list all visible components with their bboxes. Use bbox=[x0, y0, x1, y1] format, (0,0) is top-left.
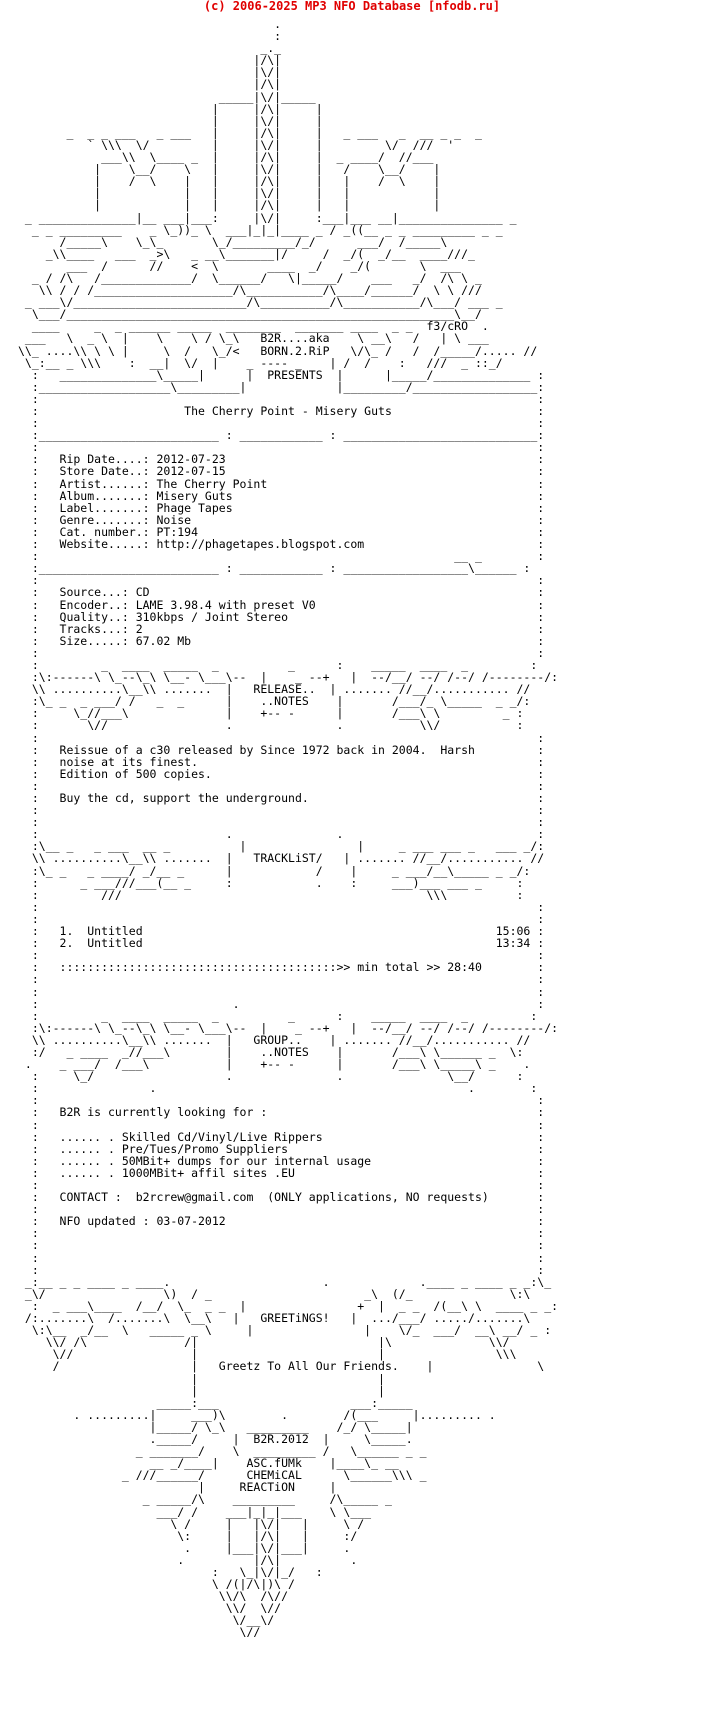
copyright-header: (c) 2006-2025 MP3 NFO Database [nfodb.ru] bbox=[203, 0, 501, 13]
nfo-ascii-text: . : _._ |/\| |\/| |/\| _____|\/|_____ | |/\| | | |\/| | _ _ _ ___ _ ___ | |/\| | _ ___ _ __ _ _ _ ` \\\ \/ | |\/| | \/ /// ' ___\\ \____ _ | |/\| | _ ____/ //___ | \__/ \ | |\/| | / \__/ | | / \ | | |/\| | | / \ | | | | |\/| | | | | | | |/\| | | | _ ______________|__ ___|___: |\/| :___|___ __|_______________ _ _ _ _________ _ \_))_ \ ___|_|_|____ _ / _((__ _ _ _________ _ _ /_____\ \_\_ \_/_________/_/ ___/ /_____\ _\\____ ___ _>\ _ __\_______|/ / _/( _/__ ____///_ ___ / // < \ ____ _/ _/( \ ___ _ / /\ /_____________/ \______/ \|_____/ ___ _/ /\ \ _ \\ / / /____________________/\___________/\____/______/ \ \ /// _ ___\/_________________________/\__________/\___________/\___/ ___ _ \___/________________________________________________________\__/ ____ _ _ ______ _____ ________ _______ ____ _ _ f3/cRO . ___ \ _ \ | \ \ / \_\ B2R....aka \ __\ / | \ ___ \\_ ....\\ \ \ | \ / \_/< BORN.2.RiP \/\_ / / /_____/..... // \_:__ _ \\\ : __| \/ | _ ---- _ | / / : /// _ ::_/ : ______________\_____| | PRESENTS | |_____/______________ : :___________________\_________| |_________/__________________: : : : The Cherry Point - Misery Guts : : : :__________________________ : ____________ : ____________________________: : : : Rip Date....: 2012-07-23 : : Store Date..: 2012-07-15 : : Artist......: The Cherry Point : : Album.......: Misery Guts : : Label.......: Phage Tapes : : Genre.......: Noise : : Cat. number.: PT:194 : : Website.....: http://phagetapes.blogspot.com : : __ _ : :__________________________ : ____________ : __________________\______ : : : : Source...: CD : : Encoder..: LAME 3.98.4 with preset V0 : : Quality..: 310kbps / Joint Stereo : : Tracks...: 2 : : Size.....: 67.02 Mb : : : : _ ____ _____ _ _ : _____ ____ _ : :\:------\ \_--\_\ \__- \___\-- | _ --+ | --/__/ --/ /--/ /--------/: \\ ..........\__\\ ....... | RELEASE.. | ....... //__/........... // :\_ _ _ ___/ / _ _ | ..NOTES | /___/_ \_____ _ _/: : \_//___\ | +-- - | /___\ \ _ : : \// . . \\/ : : : : Reissue of a c30 released by Since 1972 back in 2004. Harsh : : noise at its finest. : : Edition of 500 copies. : : : : Buy the cd, support the underground. : : : : : : . . : :\__ _ _ ___ __ _ | | _ ___ ___ _ ___ _/: \\ ..........\__\\ ....... | TRACKLiST/ | ....... //__/........... // :\_ _ _ ____/ _/__ _ | / | _ ___/__\_____ _ _/: : _ ___///___(__ _ : . : ___)___ ___ _ : : /// \\\ : : : : : : 1. Untitled 15:06 : : 2. Untitled 13:34 : : : : ::::::::::::::::::::::::::::::::::::::::>> min total >> 28:40 : : : : : : . : : _ ____ _____ _ _ : _____ ____ _ : :\:------\ \_--\_\ \__- \___\-- | _ --+ | --/__/ --/ /--/ /--------/: \\ ..........\__\\ ....... | GROUP.. | ....... //__/........... // :/ _ ____ _//___\ | ..NOTES | /___\ \______ _ \: . _ ___/ /___\ | +-- - | /___\ \_____\ _ . : \_/ . . \__/ : : . . : : : : B2R is currently looking for : : : : : ...... . Skilled Cd/Vinyl/Live Rippers : : ...... . Pre/Tues/Promo Suppliers : : ...... . 50MBit+ dumps for our internal usage : : ...... . 1000MBit+ affil sites .EU : : : : CONTACT : b2rcrew@gmail.com (ONLY applications, NO requests) : : : : NFO updated : 03-07-2012 : : : : : : : : : _:__ _ _ ____ _ ____. . .____ _ ____ _ _:\_ _\/ \) / _ _\ (/_ \:\ : _ ___\____ /__/ \_ _ _ | + | _ _ /(__\ \ ____ _ _: /:.......\ /.......\ \__\ | GREETiNGS! | .../___/ ...../.......\ \:\__ _/__ \ _____ _ \ | | \/_ ___/ __\ __/ _ : \\/ /\ /| |\ \\/ \// | | \\\ / | Greetz To All Our Friends. | \ | | | | _____:___ ___:_____ . .........| ___)\ . /(___ |......... . |_____/ \_\ _________ /_/ \_____| ._____/ | B2R.2012 | \_____. _ _______/ \ _________ / \______ _ _ __ _/____| ASC.fUMk |____\_ __ _ ///______/ CHEMiCAL \______\\\ _ | REACTiON | _ _____/\ _________ /\_____ _ ___/ / ___|_|_|___ \ \___ \ / | |\/| | \ / \: | |/\| | :/ . |___|\/|___| . . |/\| . : \_|\/|_/ : \ /(|/\|)\ / \\/\ /\// \\/ \// \/__\/ \// __ bbox=[18, 18, 559, 1687]
